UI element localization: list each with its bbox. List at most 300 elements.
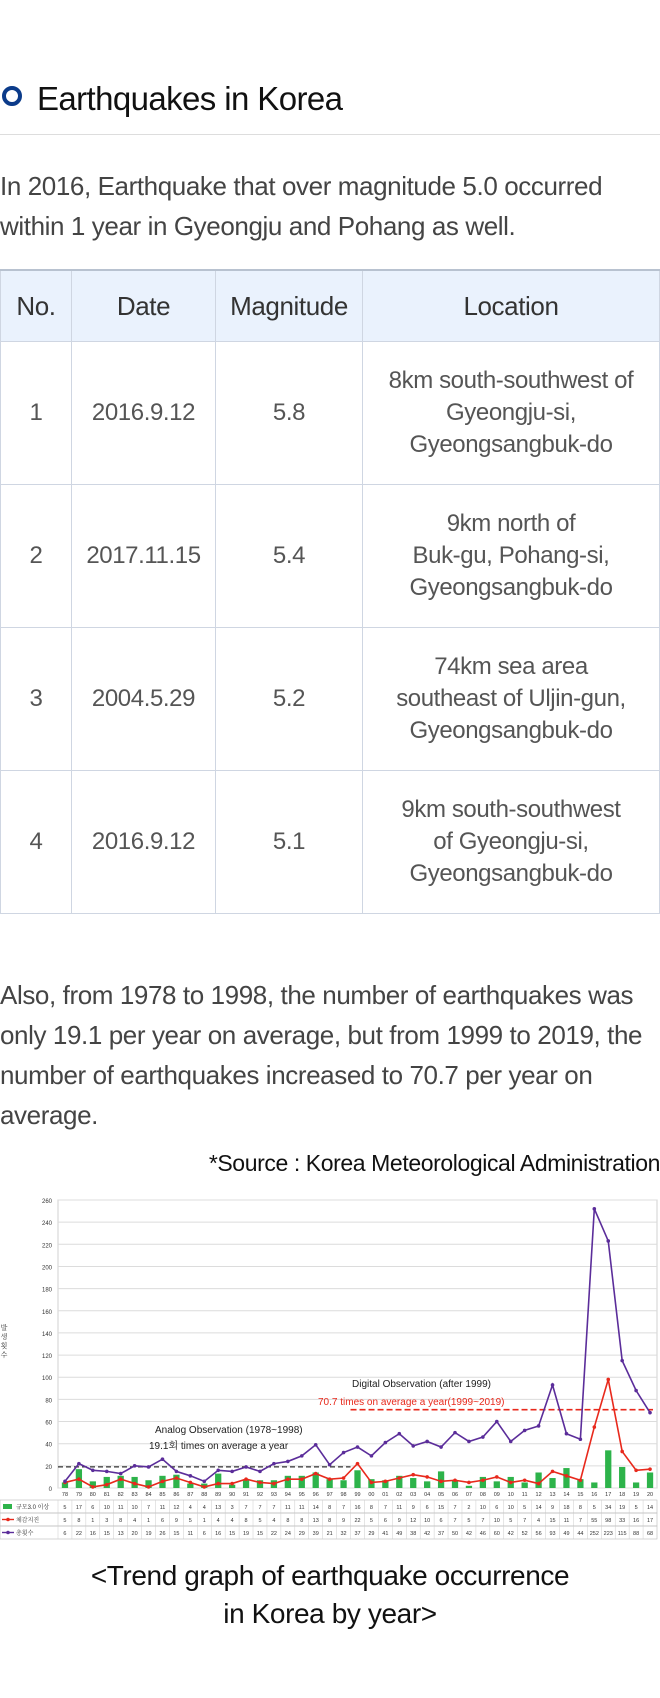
table-cell-value: 5 <box>369 1518 373 1524</box>
x-tick-label: 95 <box>298 1492 305 1498</box>
x-tick-label: 14 <box>563 1492 570 1498</box>
x-tick-label: 86 <box>173 1492 180 1498</box>
table-cell-value: 38 <box>410 1531 417 1537</box>
legend-swatch-marker <box>6 1518 10 1522</box>
series-point <box>356 1462 360 1466</box>
chart-caption-line-1: <Trend graph of earthquake occurrence <box>90 1560 570 1591</box>
series-point <box>328 1477 332 1481</box>
table-cell-value: 8 <box>328 1518 332 1524</box>
table-cell-value: 10 <box>131 1505 138 1511</box>
cell-magnitude: 5.4 <box>216 485 363 628</box>
table-cell-value: 3 <box>230 1505 234 1511</box>
table-cell-value: 3 <box>105 1518 109 1524</box>
series-point <box>370 1481 374 1485</box>
table-cell-value: 11 <box>298 1505 305 1511</box>
x-tick-label: 94 <box>284 1492 291 1498</box>
series-point <box>244 1465 248 1469</box>
cell-date: 2016.9.12 <box>72 342 216 485</box>
table-cell-value: 46 <box>479 1531 486 1537</box>
table-cell-value: 56 <box>535 1531 542 1537</box>
cell-no: 2 <box>1 485 72 628</box>
table-cell-value: 13 <box>117 1531 124 1537</box>
location-line: 9km north of <box>446 510 576 537</box>
table-cell-value: 21 <box>326 1531 333 1537</box>
table-cell-value: 7 <box>523 1518 527 1524</box>
table-cell-value: 24 <box>284 1531 291 1537</box>
table-cell-value: 16 <box>354 1505 361 1511</box>
location-line: of Gyeongju-si, <box>433 828 589 855</box>
digital-observation-label: Digital Observation (after 1999) <box>352 1379 491 1390</box>
location-line: 9km south-southwest <box>401 796 621 823</box>
x-tick-label: 16 <box>591 1492 598 1498</box>
table-cell-value: 29 <box>368 1531 375 1537</box>
series-point <box>342 1451 346 1455</box>
table-cell-value: 16 <box>215 1531 222 1537</box>
series-point <box>328 1463 332 1467</box>
series-point <box>91 1485 95 1489</box>
x-tick-label: 19 <box>633 1492 640 1498</box>
x-tick-label: 02 <box>396 1492 403 1498</box>
table-cell-value: 8 <box>328 1505 332 1511</box>
series-point <box>565 1474 569 1478</box>
table-cell-value: 252 <box>589 1531 599 1537</box>
x-tick-label: 08 <box>479 1492 486 1498</box>
table-cell-value: 6 <box>91 1505 95 1511</box>
cell-no: 3 <box>1 628 72 771</box>
table-cell-value: 7 <box>244 1505 248 1511</box>
table-cell-value: 8 <box>300 1518 304 1524</box>
x-tick-label: 90 <box>229 1492 236 1498</box>
series-point <box>425 1475 429 1479</box>
table-cell-value: 8 <box>369 1505 373 1511</box>
table-cell-value: 42 <box>424 1531 431 1537</box>
circle-bullet-icon <box>2 86 22 106</box>
table-cell-value: 11 <box>396 1505 403 1511</box>
series-point <box>634 1389 638 1393</box>
bar <box>215 1474 221 1488</box>
series-point <box>258 1470 262 1474</box>
series-point <box>342 1476 346 1480</box>
chart-caption-line-2: in Korea by year> <box>223 1598 437 1629</box>
series-point <box>314 1443 318 1447</box>
bar <box>549 1478 555 1488</box>
series-point <box>300 1454 304 1458</box>
table-cell-value: 115 <box>617 1531 627 1537</box>
table-cell-value: 37 <box>438 1531 445 1537</box>
x-tick-label: 85 <box>159 1492 166 1498</box>
x-tick-label: 01 <box>382 1492 389 1498</box>
x-tick-label: 96 <box>312 1492 319 1498</box>
series-point <box>648 1467 652 1471</box>
x-tick-label: 03 <box>410 1492 417 1498</box>
table-cell-value: 44 <box>577 1531 584 1537</box>
analog-average-label: 19.1회 times on average a year <box>149 1441 289 1452</box>
series-point <box>133 1464 137 1468</box>
cell-location <box>363 771 660 914</box>
table-cell-value: 11 <box>284 1505 291 1511</box>
y-tick-label: 200 <box>41 1265 52 1272</box>
series-point <box>495 1420 499 1424</box>
bar <box>647 1472 653 1488</box>
table-cell-value: 6 <box>439 1518 443 1524</box>
y-axis-label-char: 생 <box>0 1334 8 1341</box>
x-tick-label: 99 <box>354 1492 361 1498</box>
series-point <box>467 1440 471 1444</box>
y-tick-label: 160 <box>41 1309 52 1316</box>
col-header-no: No. <box>1 270 72 342</box>
series-point <box>175 1470 179 1474</box>
bar <box>633 1482 639 1488</box>
table-cell-value: 10 <box>103 1505 110 1511</box>
x-tick-label: 83 <box>131 1492 138 1498</box>
table-cell-value: 6 <box>425 1505 429 1511</box>
table-cell-value: 5 <box>188 1518 192 1524</box>
x-tick-label: 92 <box>256 1492 264 1498</box>
series-point <box>77 1477 81 1481</box>
x-tick-label: 00 <box>368 1492 375 1498</box>
series-point <box>411 1444 415 1448</box>
x-tick-label: 93 <box>270 1492 277 1498</box>
series-point <box>91 1468 95 1472</box>
series-point <box>384 1441 388 1445</box>
series-point <box>439 1480 443 1484</box>
table-cell-value: 10 <box>493 1518 500 1524</box>
table-cell-value: 15 <box>103 1531 110 1537</box>
y-tick-label: 120 <box>41 1354 52 1361</box>
earthquake-trend-chart <box>0 1190 660 1545</box>
bar <box>410 1478 416 1488</box>
col-header-location: Location <box>363 270 660 342</box>
series-point <box>105 1483 109 1487</box>
series-point <box>133 1482 137 1486</box>
cell-magnitude: 5.8 <box>216 342 363 485</box>
series-point <box>258 1481 262 1485</box>
bar <box>522 1482 528 1488</box>
table-cell-value: 19 <box>619 1505 626 1511</box>
table-cell-value: 9 <box>411 1505 415 1511</box>
series-point <box>397 1432 401 1436</box>
location-line: Gyeongsangbuk-do <box>409 717 613 744</box>
table-cell-value: 19 <box>145 1531 152 1537</box>
series-point <box>523 1429 527 1433</box>
y-tick-label: 60 <box>45 1420 52 1427</box>
table-cell-value: 5 <box>258 1518 262 1524</box>
x-tick-label: 13 <box>549 1492 556 1498</box>
table-cell-value: 11 <box>117 1505 124 1511</box>
series-point <box>202 1485 206 1489</box>
series-point <box>189 1474 193 1478</box>
cell-location <box>363 342 660 485</box>
location-line: 8km south-southwest of <box>388 367 634 394</box>
cell-date: 2004.5.29 <box>72 628 216 771</box>
series-point <box>453 1478 457 1482</box>
series-point <box>216 1468 220 1472</box>
series-point <box>230 1470 234 1474</box>
table-cell-value: 6 <box>383 1518 387 1524</box>
table-cell-value: 6 <box>160 1518 165 1524</box>
table-cell-value: 37 <box>354 1531 361 1537</box>
x-tick-label: 81 <box>103 1492 110 1498</box>
legend-label: 규모3.0 이상 <box>16 1505 50 1511</box>
section-header <box>0 64 660 135</box>
x-tick-label: 06 <box>451 1492 459 1498</box>
table-cell-value: 13 <box>312 1518 319 1524</box>
series-point <box>537 1424 541 1428</box>
table-cell-value: 8 <box>578 1505 582 1511</box>
bar <box>243 1480 249 1488</box>
series-point <box>230 1482 234 1486</box>
x-tick-label: 89 <box>215 1492 222 1498</box>
series-point <box>509 1481 513 1485</box>
col-header-date: Date <box>72 270 216 342</box>
series-point <box>189 1481 193 1485</box>
table-cell-value: 7 <box>147 1505 151 1511</box>
table-cell-value: 7 <box>578 1518 582 1524</box>
table-cell-value: 19 <box>242 1531 250 1537</box>
table-cell-value: 16 <box>633 1518 640 1524</box>
table-cell-value: 7 <box>453 1505 457 1511</box>
table-row <box>1 771 660 914</box>
table-cell-value: 5 <box>467 1518 471 1524</box>
series-point <box>77 1462 81 1466</box>
series-point <box>147 1465 151 1469</box>
series-point <box>286 1460 290 1464</box>
x-tick-label: 98 <box>340 1492 347 1498</box>
series-point <box>620 1450 624 1454</box>
table-cell-value: 4 <box>230 1518 234 1524</box>
series-point <box>161 1457 165 1461</box>
series-point <box>370 1454 374 1458</box>
section-title: Earthquakes in Korea <box>37 80 343 117</box>
table-cell-value: 2 <box>467 1505 471 1511</box>
table-cell-value: 11 <box>563 1518 570 1524</box>
table-cell-value: 4 <box>272 1518 276 1524</box>
table-cell-value: 20 <box>131 1531 138 1537</box>
series-point <box>356 1445 360 1449</box>
series-point <box>593 1207 597 1211</box>
table-cell-value: 223 <box>603 1531 613 1537</box>
x-tick-label: 17 <box>605 1492 612 1498</box>
table-cell-value: 9 <box>174 1518 178 1524</box>
table-cell-value: 52 <box>521 1531 528 1537</box>
bar <box>591 1482 597 1488</box>
table-cell-value: 7 <box>342 1505 346 1511</box>
table-cell-value: 8 <box>286 1518 290 1524</box>
series-point <box>314 1472 318 1476</box>
table-cell-value: 5 <box>592 1505 596 1511</box>
table-cell-value: 4 <box>216 1518 220 1524</box>
table-cell-value: 1 <box>91 1518 95 1524</box>
cell-magnitude: 5.1 <box>216 771 363 914</box>
table-cell-value: 5 <box>509 1518 513 1524</box>
series-point <box>175 1476 179 1480</box>
table-row <box>1 342 660 485</box>
table-cell-value: 5 <box>63 1505 67 1511</box>
y-tick-label: 0 <box>48 1487 52 1493</box>
table-cell-value: 15 <box>256 1531 264 1537</box>
table-cell-value: 15 <box>549 1518 556 1524</box>
table-cell-value: 7 <box>481 1518 485 1524</box>
table-cell-value: 7 <box>453 1518 457 1524</box>
table-cell-value: 22 <box>354 1518 361 1524</box>
table-cell-value: 41 <box>382 1531 389 1537</box>
table-cell-value: 8 <box>119 1518 123 1524</box>
x-tick-label: 04 <box>424 1492 431 1498</box>
table-cell-value: 15 <box>438 1505 445 1511</box>
series-point <box>648 1411 652 1415</box>
table-cell-value: 49 <box>396 1531 403 1537</box>
table-cell-value: 55 <box>591 1518 598 1524</box>
table-cell-value: 9 <box>342 1518 346 1524</box>
table-cell-value: 68 <box>646 1531 654 1537</box>
table-cell-value: 26 <box>159 1531 166 1537</box>
series-point <box>439 1445 443 1449</box>
y-tick-label: 240 <box>41 1221 52 1228</box>
y-axis-label-char: 횟 <box>0 1343 8 1350</box>
y-tick-label: 220 <box>41 1243 52 1250</box>
table-cell-value: 42 <box>465 1531 473 1537</box>
bar <box>563 1468 569 1488</box>
table-cell-value: 9 <box>550 1505 555 1511</box>
cell-location <box>363 485 660 628</box>
series-point <box>244 1477 248 1481</box>
trend-paragraph: Also, from 1978 to 1998, the number of earthquakes was only 19.1 per year on average, but from 1999 to 2019, the number of earthquakes increased to 70.7 per year on average. <box>0 980 643 1130</box>
series-point <box>161 1480 165 1484</box>
y-tick-label: 180 <box>41 1287 52 1294</box>
cell-date: 2016.9.12 <box>72 771 216 914</box>
table-cell-value: 5 <box>634 1505 638 1511</box>
bar <box>354 1470 360 1488</box>
table-cell-value: 22 <box>270 1531 277 1537</box>
x-tick-label: 97 <box>326 1492 333 1498</box>
series-point <box>453 1431 457 1435</box>
col-header-magnitude: Magnitude <box>216 270 363 342</box>
legend-label: 체감지진 <box>16 1518 40 1524</box>
table-cell-value: 13 <box>215 1505 222 1511</box>
digital-average-label: 70.7 times on average a year(1999~2019) <box>318 1397 505 1408</box>
table-cell-value: 17 <box>75 1505 82 1511</box>
series-point <box>579 1437 583 1441</box>
legend-swatch <box>3 1504 12 1509</box>
source-note: *Source : Korea Meteorological Administration <box>208 1150 660 1176</box>
x-tick-label: 79 <box>75 1492 82 1498</box>
series-point <box>147 1485 151 1489</box>
series-point <box>202 1480 206 1484</box>
table-row <box>1 628 660 771</box>
series-point <box>495 1475 499 1479</box>
bar <box>340 1480 346 1488</box>
table-row <box>1 485 660 628</box>
table-cell-value: 4 <box>133 1518 137 1524</box>
bar <box>494 1481 500 1488</box>
cell-location <box>363 628 660 771</box>
table-cell-value: 42 <box>507 1531 514 1537</box>
x-tick-label: 78 <box>61 1492 69 1498</box>
table-cell-value: 6 <box>63 1531 67 1537</box>
table-cell-value: 98 <box>605 1518 612 1524</box>
y-tick-label: 40 <box>45 1442 52 1449</box>
table-cell-value: 15 <box>173 1531 180 1537</box>
x-tick-label: 11 <box>521 1492 528 1498</box>
x-tick-label: 82 <box>117 1492 124 1498</box>
series-point <box>105 1470 109 1474</box>
series-point <box>286 1477 290 1481</box>
x-tick-label: 88 <box>201 1492 208 1498</box>
table-cell-value: 4 <box>188 1505 192 1511</box>
table-cell-value: 49 <box>563 1531 570 1537</box>
table-cell-value: 7 <box>383 1505 387 1511</box>
bar <box>424 1481 430 1488</box>
table-cell-value: 5 <box>63 1518 67 1524</box>
series-point <box>119 1472 123 1476</box>
table-cell-value: 14 <box>535 1505 542 1511</box>
table-header-row <box>1 270 660 342</box>
table-cell-value: 10 <box>507 1505 514 1511</box>
table-cell-value: 1 <box>202 1518 206 1524</box>
series-point <box>216 1482 220 1486</box>
table-cell-value: 60 <box>493 1531 500 1537</box>
table-cell-value: 34 <box>605 1505 612 1511</box>
table-cell-value: 4 <box>202 1505 206 1511</box>
table-cell-value: 17 <box>646 1518 654 1524</box>
series-point <box>481 1435 485 1439</box>
x-tick-label: 84 <box>145 1492 152 1498</box>
y-tick-label: 260 <box>41 1199 52 1205</box>
x-tick-label: 91 <box>242 1492 250 1498</box>
x-tick-label: 18 <box>619 1492 626 1498</box>
y-axis-label-char: 수 <box>0 1352 8 1359</box>
table-cell-value: 1 <box>147 1518 151 1524</box>
location-line: Buk-gu, Pohang-si, <box>412 542 610 569</box>
table-cell-value: 4 <box>537 1518 541 1524</box>
table-cell-value: 32 <box>340 1531 347 1537</box>
table-cell-value: 9 <box>397 1518 401 1524</box>
series-point <box>63 1480 67 1484</box>
x-tick-label: 05 <box>438 1492 445 1498</box>
x-tick-label: 10 <box>507 1492 514 1498</box>
series-point <box>119 1477 123 1481</box>
series-point <box>551 1383 555 1387</box>
location-line: southeast of Uljin-gun, <box>396 685 626 712</box>
series-point <box>537 1482 541 1486</box>
earthquake-table <box>0 269 660 914</box>
y-tick-label: 100 <box>41 1376 52 1383</box>
table-cell-value: 12 <box>173 1505 180 1511</box>
x-tick-label: 80 <box>89 1492 96 1498</box>
bar <box>535 1472 541 1488</box>
x-tick-label: 09 <box>493 1492 500 1498</box>
series-point <box>425 1440 429 1444</box>
bar <box>619 1467 625 1488</box>
series-point <box>634 1468 638 1472</box>
plot-area <box>58 1200 657 1488</box>
series-point <box>481 1478 485 1482</box>
table-cell-value: 16 <box>89 1531 96 1537</box>
x-tick-label: 12 <box>535 1492 542 1498</box>
series-point <box>272 1462 276 1466</box>
analog-observation-label: Analog Observation (1978~1998) <box>155 1425 303 1436</box>
legend-swatch-marker <box>6 1531 10 1535</box>
y-axis-label-char: 발 <box>0 1325 8 1332</box>
series-point <box>606 1378 610 1382</box>
x-tick-label: 07 <box>465 1492 473 1498</box>
y-tick-label: 140 <box>41 1331 52 1338</box>
bar <box>605 1450 611 1488</box>
table-cell-value: 10 <box>479 1505 486 1511</box>
intro-paragraph: In 2016, Earthquake that over magnitude 5.0 occurred within 1 year in Gyeongju and Pohang as well. <box>0 171 603 241</box>
series-point <box>579 1478 583 1482</box>
table-cell-value: 29 <box>298 1531 305 1537</box>
